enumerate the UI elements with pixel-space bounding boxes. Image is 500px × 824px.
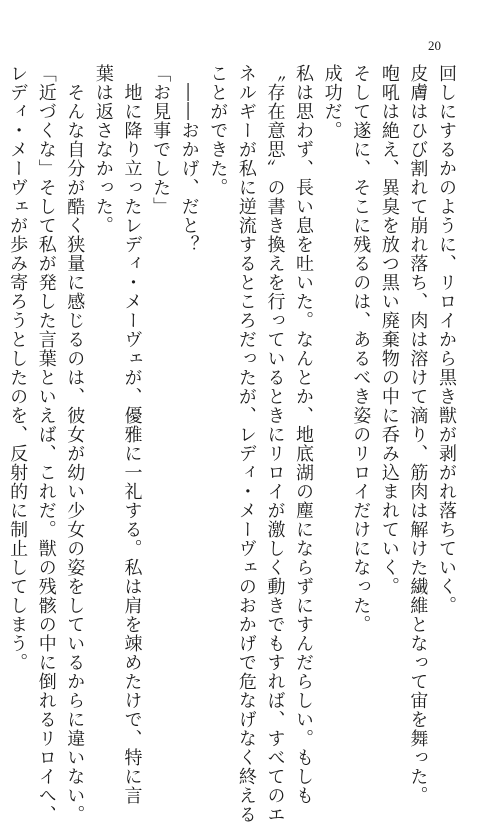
text-line: 私は思わず、長い息を吐いた。なんとか、地底湖の塵にならずにすんだらしい。もしも <box>293 64 315 805</box>
text-line: 成功だ。 <box>321 64 343 140</box>
text-line: ネルギーが私に逆流するところだったが、レディ・メーヴェのおかげで危なげなく終える <box>235 64 257 824</box>
text-line: ――おかげ、だと？ <box>178 83 200 254</box>
text-line: レディ・メーヴェが歩み寄ろうとしたのを、反射的に制止してしまう。 <box>7 64 29 672</box>
page-number: 20 <box>428 38 441 53</box>
text-line: 咆吼は絶え、異臭を放つ黒い廃棄物の中に呑み込まれていく。 <box>378 64 400 596</box>
text-line: 葉は返さなかった。 <box>92 64 114 235</box>
text-line: 「近づくな」そして私が発した言葉といえば、これだ。獣の残骸の中に倒れるリロイへ、 <box>35 64 57 824</box>
text-line: 地に降り立ったレディ・メーヴェが、優雅に一礼する。私は肩を竦めたけで、特に言 <box>121 83 143 805</box>
text-line: 〝存在意思〟の書き換えを行っているときにリロイが激しく動きでもすれば、すべてのエ <box>264 64 286 824</box>
novel-body-text <box>7 64 460 824</box>
text-line: そんな自分が酷く狭量に感じるのは、彼女が幼い少女の姿をしているからに違いない。 <box>64 83 86 824</box>
text-line: ことができた。 <box>207 64 229 197</box>
text-line: 回しにするかのように、リロイから黒き獣が剥がれ落ちていく。 <box>436 64 457 615</box>
text-line: そして遂に、そこに残るのは、あるべき姿のリロイだけになった。 <box>350 64 372 634</box>
text-line: 皮膚はひび割れて崩れ落ち、肉は溶けて滴り、筋肉は解けた繊維となって宙を舞った。 <box>407 64 429 805</box>
text-line: 「お見事でした」 <box>150 64 172 216</box>
